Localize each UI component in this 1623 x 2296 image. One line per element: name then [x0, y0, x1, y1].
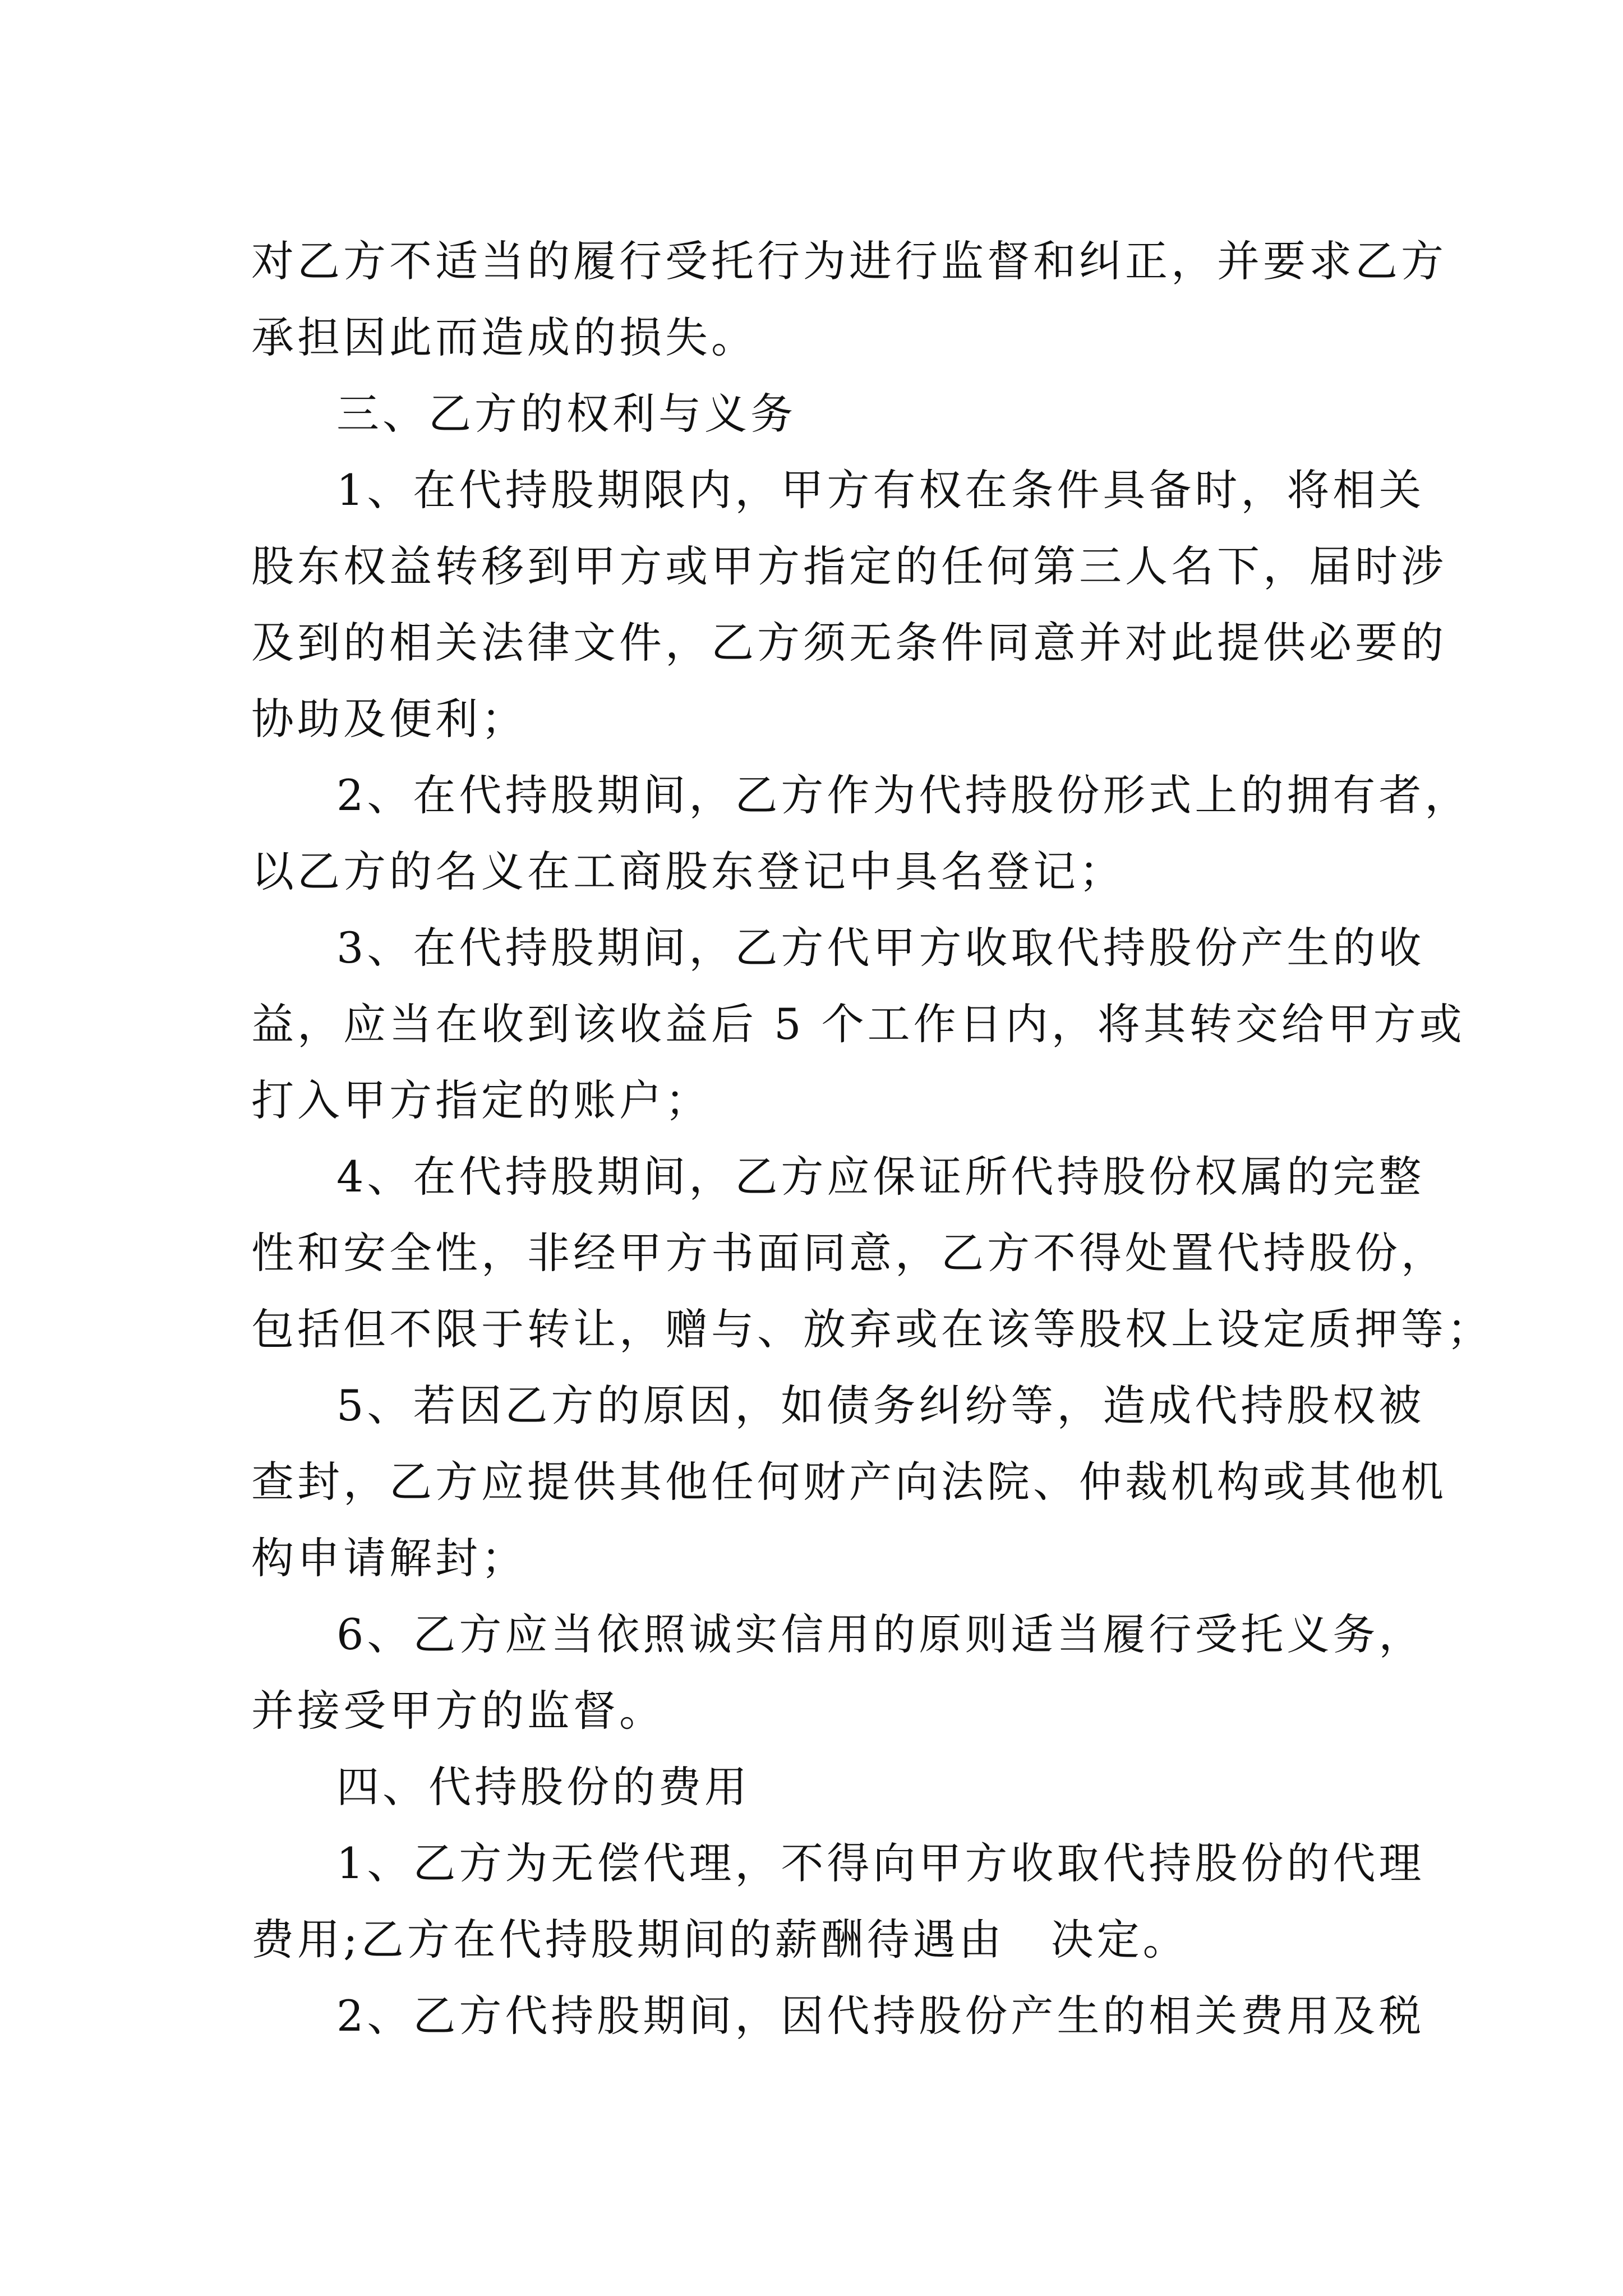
text-line: 2、在代持股期间，乙方作为代持股份形式上的拥有者， [336, 770, 1471, 820]
section-heading-3 [251, 376, 1395, 452]
clause-3-6 [251, 1596, 1425, 1749]
text-line: 1、在代持股期限内，甲方有权在条件具备时，将相关 [336, 465, 1425, 515]
text-line: 四、代持股份的费用 [336, 1762, 750, 1812]
text-line: 益，应当在收到该收益后 5 个工作日内，将其转交给甲方或 [251, 999, 1465, 1049]
clause-4-1 [251, 1825, 1425, 1978]
text-line: 构申请解封； [251, 1533, 527, 1583]
text-line: 4、在代持股期间，乙方应保证所代持股份权属的完整 [336, 1152, 1425, 1202]
text-line: 性和安全性，非经甲方书面同意，乙方不得处置代持股份， [251, 1228, 1447, 1278]
clause-3-5 [251, 1368, 1447, 1596]
section-heading-4 [251, 1749, 1395, 1825]
paragraph-1 [251, 223, 1447, 376]
text-line: 查封，乙方应提供其他任何财产向法院、仲裁机构或其他机 [251, 1457, 1447, 1507]
text-line: 包括但不限于转让，赠与、放弃或在该等股权上设定质押等； [251, 1304, 1493, 1354]
clause-3-3 [251, 910, 1465, 1139]
text-line: 2、乙方代持股期间，因代持股份产生的相关费用及税 [336, 1991, 1425, 2041]
clause-3-2 [251, 757, 1471, 910]
document-body [251, 223, 1493, 2054]
text-line: 股东权益转移到甲方或甲方指定的任何第三人名下，届时涉 [251, 541, 1447, 591]
text-line: 3、在代持股期间，乙方代甲方收取代持股份产生的收 [336, 923, 1425, 973]
text-line: 打入甲方指定的账户； [251, 1075, 711, 1125]
clause-3-4 [251, 1139, 1493, 1368]
text-line: 协助及便利； [251, 694, 527, 744]
text-line: 费用;乙方在代持股期间的薪酬待遇由 决定。 [251, 1915, 1189, 1964]
text-line: 6、乙方应当依照诚实信用的原则适当履行受托义务， [336, 1609, 1425, 1659]
clause-3-1 [251, 452, 1447, 757]
text-line: 三、乙方的权利与义务 [336, 389, 796, 439]
text-line: 并接受甲方的监督。 [251, 1686, 665, 1736]
clause-4-2 [251, 1978, 1425, 2054]
text-line: 1、乙方为无偿代理，不得向甲方收取代持股份的代理 [336, 1838, 1425, 1888]
text-line: 5、若因乙方的原因，如债务纠纷等，造成代持股权被 [336, 1381, 1425, 1430]
text-line: 对乙方不适当的履行受托行为进行监督和纠正，并要求乙方 [251, 236, 1447, 286]
text-line: 及到的相关法律文件，乙方须无条件同意并对此提供必要的 [251, 618, 1447, 668]
text-line: 承担因此而造成的损失。 [251, 312, 757, 362]
text-line: 以乙方的名义在工商股东登记中具名登记； [251, 846, 1125, 896]
